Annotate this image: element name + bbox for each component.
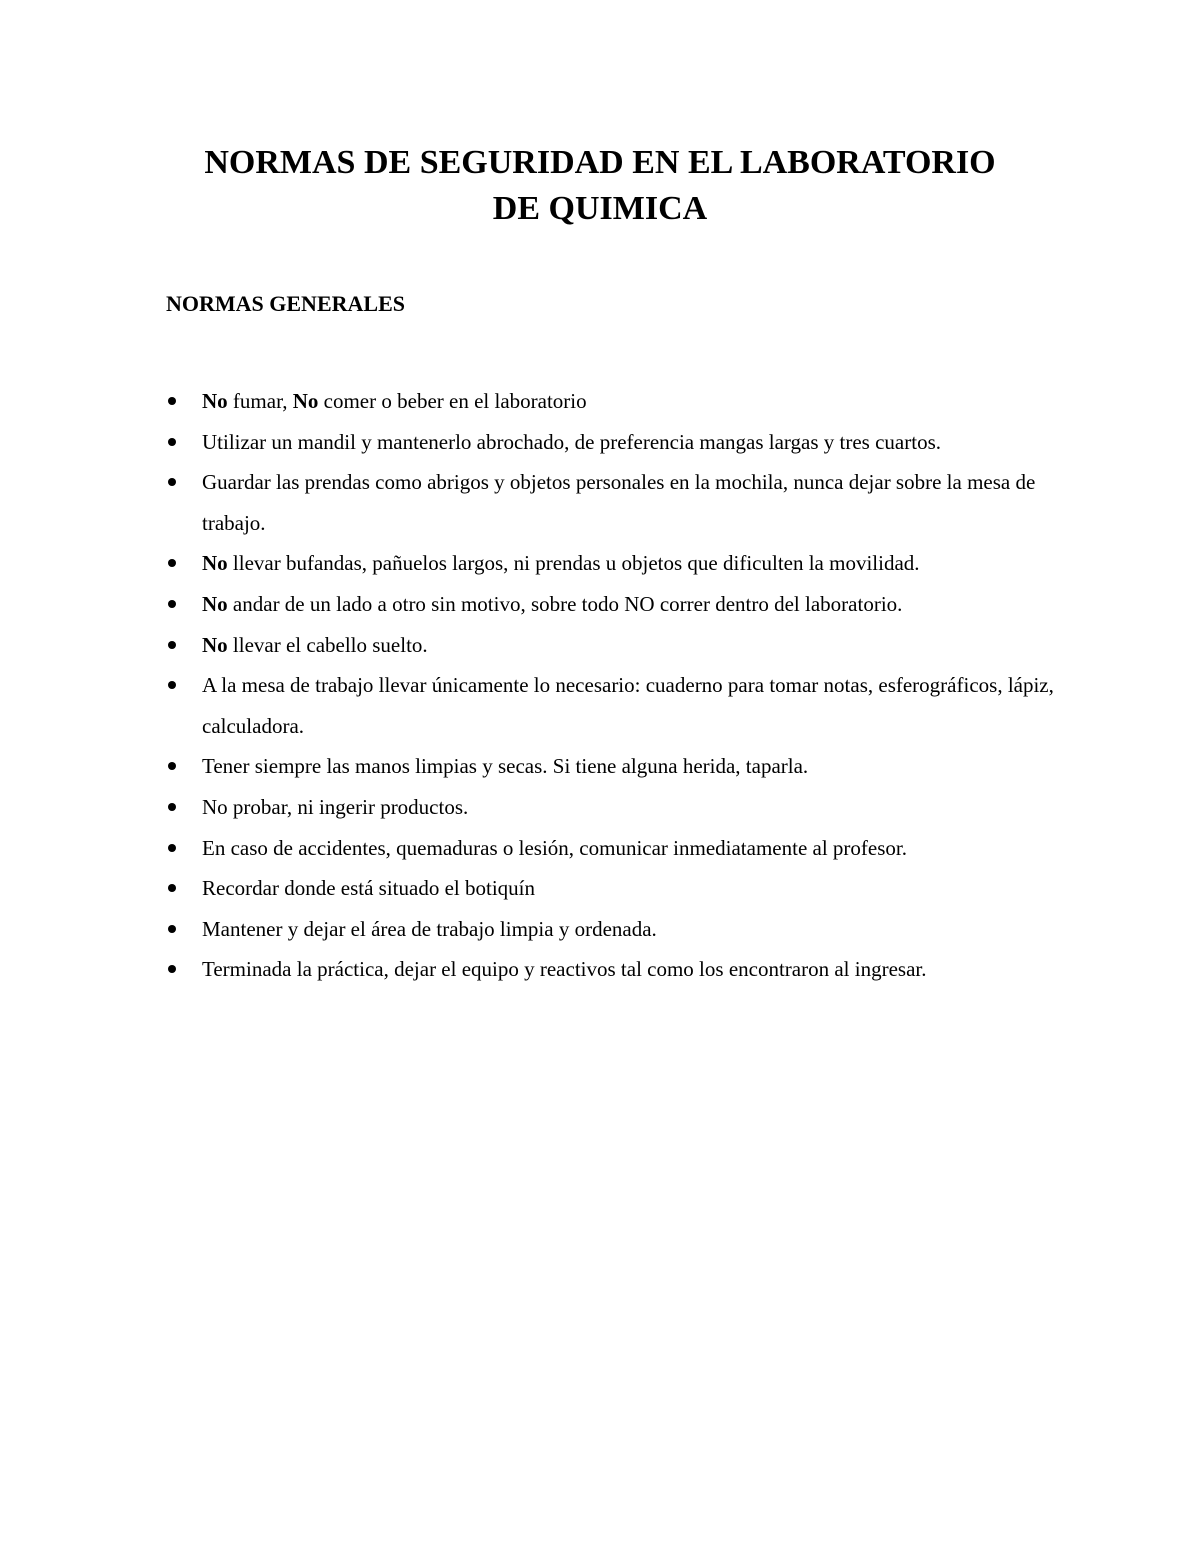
list-item (166, 543, 1066, 584)
list-item (166, 949, 1066, 990)
list-item (166, 787, 1066, 828)
bullet-icon (168, 559, 176, 567)
page-title-line-2: DE QUIMICA (492, 190, 708, 227)
rule-text: Mantener y dejar el área de trabajo limpia y ordenada. (202, 916, 657, 941)
list-item (166, 665, 1066, 746)
list-item (166, 909, 1066, 950)
bullet-icon (168, 681, 176, 689)
section-heading: NORMAS GENERALES (166, 291, 405, 316)
list-item (166, 381, 1066, 422)
bullet-icon (168, 478, 176, 486)
rule-text: En caso de accidentes, quemaduras o lesión, comunicar inmediatamente al profesor. (202, 835, 907, 860)
bullet-icon (168, 762, 176, 770)
list-item (166, 422, 1066, 463)
rule-text: Guardar las prendas como abrigos y objetos personales en la mochila, nunca dejar sobre la mesa de trabajo. (202, 470, 1036, 535)
bullet-icon (168, 600, 176, 608)
rule-text: Tener siempre las manos limpias y secas. Si tiene alguna herida, taparla. (202, 754, 809, 779)
rules-list (166, 381, 1066, 990)
rule-text: comer o beber en el laboratorio (318, 389, 587, 413)
bullet-icon (168, 884, 176, 892)
rule-text: Terminada la práctica, dejar el equipo y reactivos tal como los encontraron al ingresar. (202, 957, 927, 982)
rule-emphasis: No (202, 389, 228, 413)
list-item (166, 828, 1066, 869)
bullet-icon (168, 844, 176, 852)
list-item (166, 868, 1066, 909)
bullet-icon (168, 925, 176, 933)
rule-emphasis: No (202, 551, 228, 576)
bullet-icon (168, 965, 176, 973)
rule-text: Recordar donde está situado el botiquín (202, 876, 535, 901)
page-title-line-1: NORMAS DE SEGURIDAD EN EL LABORATORIO (204, 144, 996, 181)
list-item (166, 584, 1066, 625)
list-item (166, 746, 1066, 787)
list-item (166, 625, 1066, 666)
bullet-icon (168, 438, 176, 446)
bullet-icon (168, 803, 176, 811)
rule-text: Utilizar un mandil y mantenerlo abrochado, de preferencia mangas largas y tres cuartos. (202, 429, 941, 454)
rule-text: No probar, ni ingerir productos. (202, 794, 469, 819)
rule-emphasis: No (202, 632, 228, 657)
page-title (0, 140, 1200, 232)
rule-text: llevar el cabello suelto. (227, 632, 428, 657)
list-item (166, 462, 1066, 543)
bullet-icon (168, 397, 176, 405)
rule-emphasis: No (292, 389, 319, 413)
rule-emphasis: No (202, 591, 228, 616)
rule-text: andar de un lado a otro sin motivo, sobre todo NO correr dentro del laboratorio. (227, 591, 903, 616)
rule-text: llevar bufandas, pañuelos largos, ni prendas u objetos que dificulten la movilidad. (227, 551, 920, 576)
rule-text: fumar, (227, 389, 293, 413)
bullet-icon (168, 641, 176, 649)
rule-text: A la mesa de trabajo llevar únicamente lo necesario: cuaderno para tomar notas, esferográficos, lápiz, calculadora. (202, 673, 1054, 738)
